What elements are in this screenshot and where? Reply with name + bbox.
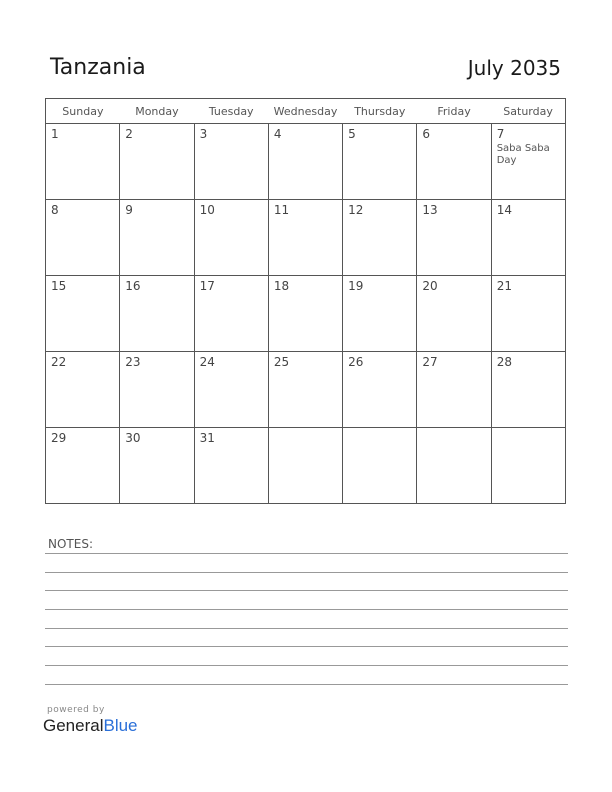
logo-general-text: General bbox=[43, 716, 104, 735]
day-number: 8 bbox=[51, 203, 59, 217]
day-number: 3 bbox=[199, 127, 208, 141]
weekday-header-row bbox=[46, 99, 566, 124]
day-number: 22 bbox=[51, 355, 67, 369]
day-number: 1 bbox=[51, 127, 59, 141]
note-line bbox=[45, 628, 568, 629]
day-number: 7 bbox=[496, 127, 505, 141]
day-number: 31 bbox=[199, 431, 215, 445]
day-cell bbox=[46, 276, 120, 352]
day-cell bbox=[417, 276, 491, 352]
day-cell bbox=[194, 428, 268, 504]
day-cell bbox=[343, 352, 417, 428]
day-number: 16 bbox=[125, 279, 141, 293]
day-cell bbox=[268, 124, 342, 200]
powered-by-text: powered by bbox=[47, 705, 105, 715]
weekday-tuesday: Tuesday bbox=[194, 99, 268, 124]
weekday-wednesday: Wednesday bbox=[268, 99, 342, 124]
day-number: 20 bbox=[422, 279, 438, 293]
note-line bbox=[45, 665, 568, 666]
day-number: 13 bbox=[422, 203, 438, 217]
day-cell bbox=[46, 200, 120, 276]
day-number: 11 bbox=[273, 203, 290, 217]
logo-blue-text: Blue bbox=[103, 716, 138, 735]
day-number: 9 bbox=[125, 203, 133, 217]
week-row bbox=[46, 276, 566, 352]
note-line bbox=[45, 553, 568, 554]
day-cell bbox=[417, 352, 491, 428]
day-number: 10 bbox=[199, 203, 215, 217]
day-cell bbox=[417, 200, 491, 276]
week-row bbox=[46, 352, 566, 428]
day-cell bbox=[194, 200, 268, 276]
day-number: 24 bbox=[199, 355, 215, 369]
day-cell bbox=[343, 124, 417, 200]
day-cell bbox=[491, 124, 565, 200]
day-cell bbox=[120, 200, 194, 276]
day-number: 26 bbox=[348, 355, 364, 369]
day-cell bbox=[120, 124, 194, 200]
day-cell bbox=[194, 352, 268, 428]
weekday-friday: Friday bbox=[417, 99, 491, 124]
day-cell bbox=[46, 428, 120, 504]
day-cell bbox=[120, 276, 194, 352]
day-number: 6 bbox=[422, 127, 431, 141]
note-line bbox=[45, 609, 568, 610]
holiday-label: Saba Saba Day bbox=[496, 143, 550, 166]
day-cell bbox=[417, 428, 491, 504]
day-cell bbox=[343, 428, 417, 504]
day-number: 27 bbox=[422, 355, 438, 369]
weekday-saturday: Saturday bbox=[491, 99, 565, 124]
day-cell bbox=[491, 428, 565, 504]
week-row bbox=[46, 124, 566, 200]
day-number: 30 bbox=[125, 431, 141, 445]
day-cell bbox=[343, 276, 417, 352]
weekday-thursday: Thursday bbox=[343, 99, 417, 124]
month-year-title: July 2035 bbox=[467, 56, 561, 80]
day-number: 14 bbox=[496, 203, 512, 217]
day-cell bbox=[491, 276, 565, 352]
note-line bbox=[45, 572, 568, 573]
day-number: 19 bbox=[348, 279, 364, 293]
week-row bbox=[46, 428, 566, 504]
day-number: 2 bbox=[125, 127, 133, 141]
day-number: 23 bbox=[125, 355, 141, 369]
week-row bbox=[46, 200, 566, 276]
day-cell bbox=[120, 428, 194, 504]
weekday-sunday: Sunday bbox=[46, 99, 120, 124]
notes-label: NOTES: bbox=[48, 537, 93, 551]
day-number: 17 bbox=[199, 279, 215, 293]
note-line bbox=[45, 646, 568, 647]
note-line bbox=[45, 684, 568, 685]
day-cell bbox=[417, 124, 491, 200]
day-cell bbox=[194, 276, 268, 352]
day-cell bbox=[268, 428, 342, 504]
day-number: 21 bbox=[496, 279, 512, 293]
day-number: 4 bbox=[273, 127, 282, 141]
day-number: 28 bbox=[496, 355, 512, 369]
day-number: 15 bbox=[51, 279, 67, 293]
day-cell bbox=[491, 352, 565, 428]
weekday-monday: Monday bbox=[120, 99, 194, 124]
day-cell bbox=[491, 200, 565, 276]
day-number: 29 bbox=[51, 431, 67, 445]
day-number: 12 bbox=[348, 203, 364, 217]
country-title: Tanzania bbox=[50, 55, 146, 80]
day-cell bbox=[46, 352, 120, 428]
day-number: 18 bbox=[273, 279, 290, 293]
day-cell bbox=[268, 352, 342, 428]
day-number: 25 bbox=[273, 355, 290, 369]
day-number: 5 bbox=[348, 127, 356, 141]
day-cell bbox=[343, 200, 417, 276]
calendar-grid bbox=[45, 98, 566, 504]
note-line bbox=[45, 590, 568, 591]
generalblue-logo[interactable] bbox=[43, 716, 138, 736]
day-cell bbox=[268, 276, 342, 352]
day-cell bbox=[120, 352, 194, 428]
day-cell bbox=[194, 124, 268, 200]
day-cell bbox=[268, 200, 342, 276]
day-cell bbox=[46, 124, 120, 200]
